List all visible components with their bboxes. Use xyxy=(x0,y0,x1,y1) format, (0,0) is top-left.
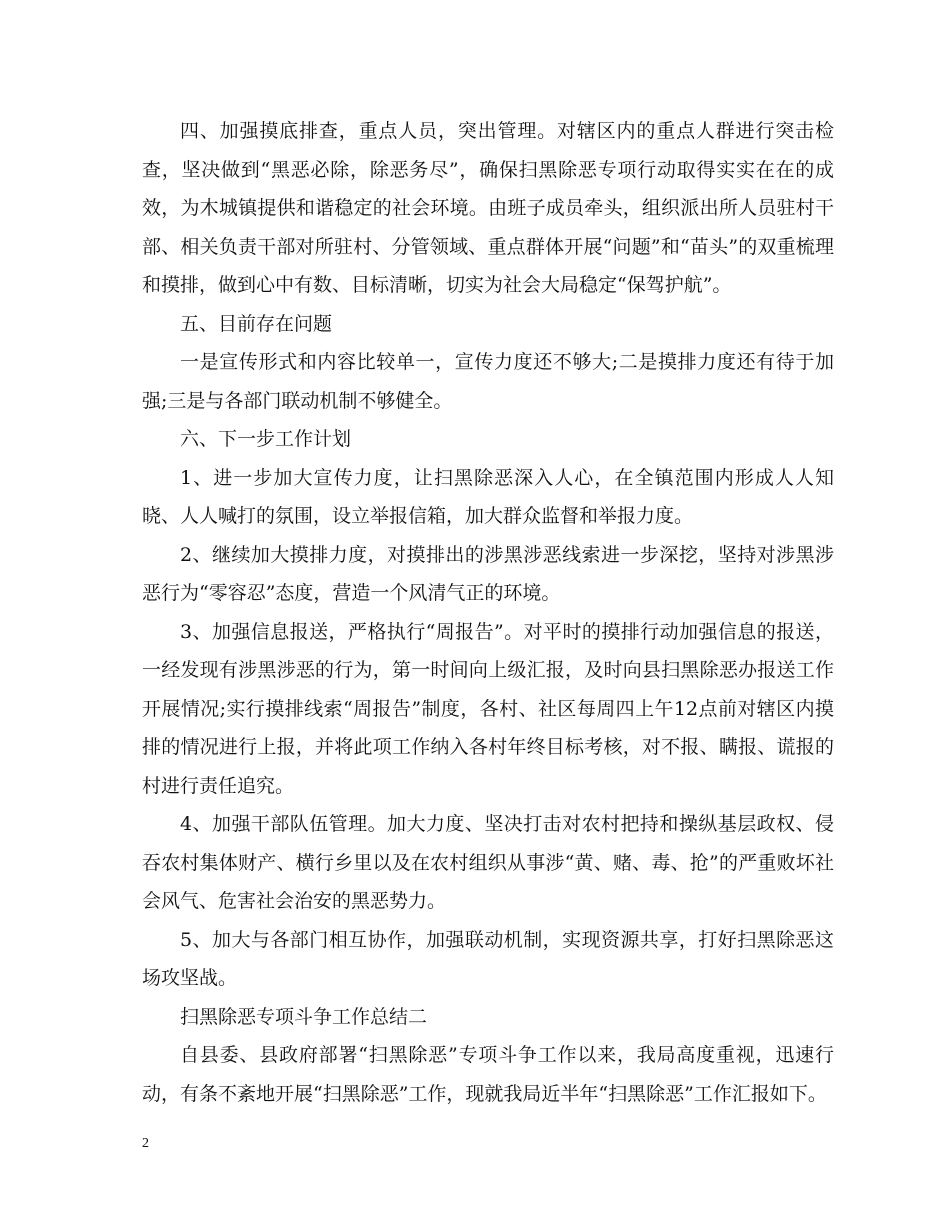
page-number: 2 xyxy=(142,1136,149,1151)
paragraph-plan-item-3: 3、加强信息报送，严格执行“周报告”。对平时的摸排行动加强信息的报送，一经发现有涉黑涉恶的行为，第一时间向上级汇报，及时向县扫黑除恶办报送工作开展情况;实行摸排线索“周报告”制度，各村、社区每周四上午12点前对辖区内摸排的情况进行上报，并将此项工作纳入各村年终目标考核，对不报、瞒报、谎报的村进行责任追究。 xyxy=(142,620,834,797)
heading-summary-two: 扫黑除恶专项斗争工作总结二 xyxy=(180,1005,428,1028)
heading-section-five: 五、目前存在问题 xyxy=(180,312,333,335)
paragraph-plan-item-4: 4、加强干部队伍管理。加大力度、坚决打击对农村把持和操纵基层政权、侵吞农村集体财产、横行乡里以及在农村组织从事涉“黄、赌、毒、抢”的严重败坏社会风气、危害社会治安的黑恶势力。 xyxy=(142,813,834,912)
paragraph-plan-item-1: 1、进一步加大宣传力度，让扫黑除恶深入人心，在全镇范围内形成人人知晓、人人喊打的氛围，设立举报信箱，加大群众监督和举报力度。 xyxy=(142,466,834,527)
paragraph-summary-two-intro: 自县委、县政府部署“扫黑除恶”专项斗争工作以来，我局高度重视，迅速行动，有条不紊地开展“扫黑除恶”工作，现就我局近半年“扫黑除恶”工作汇报如下。 xyxy=(142,1044,834,1105)
document-body xyxy=(142,112,834,1113)
paragraph-plan-item-5: 5、加大与各部门相互协作，加强联动机制，实现资源共享，打好扫黑除恶这场攻坚战。 xyxy=(142,928,834,989)
paragraph-existing-problems: 一是宣传形式和内容比较单一，宣传力度还不够大;二是摸排力度还有待于加强;三是与各部门联动机制不够健全。 xyxy=(142,351,834,412)
paragraph-section-four: 四、加强摸底排查，重点人员，突出管理。对辖区内的重点人群进行突击检查，坚决做到“黑恶必除，除恶务尽”，确保扫黑除恶专项行动取得实实在在的成效，为木城镇提供和谐稳定的社会环境。由班子成员牵头，组织派出所人员驻村干部、相关负责干部对所驻村、分管领域、重点群体开展“问题”和“苗头”的双重梳理和摸排，做到心中有数、目标清晰，切实为社会大局稳定“保驾护航”。 xyxy=(142,120,834,296)
paragraph-plan-item-2: 2、继续加大摸排力度，对摸排出的涉黑涉恶线索进一步深挖，坚持对涉黑涉恶行为“零容忍”态度，营造一个风清气正的环境。 xyxy=(142,543,834,604)
heading-section-six: 六、下一步工作计划 xyxy=(180,428,352,450)
